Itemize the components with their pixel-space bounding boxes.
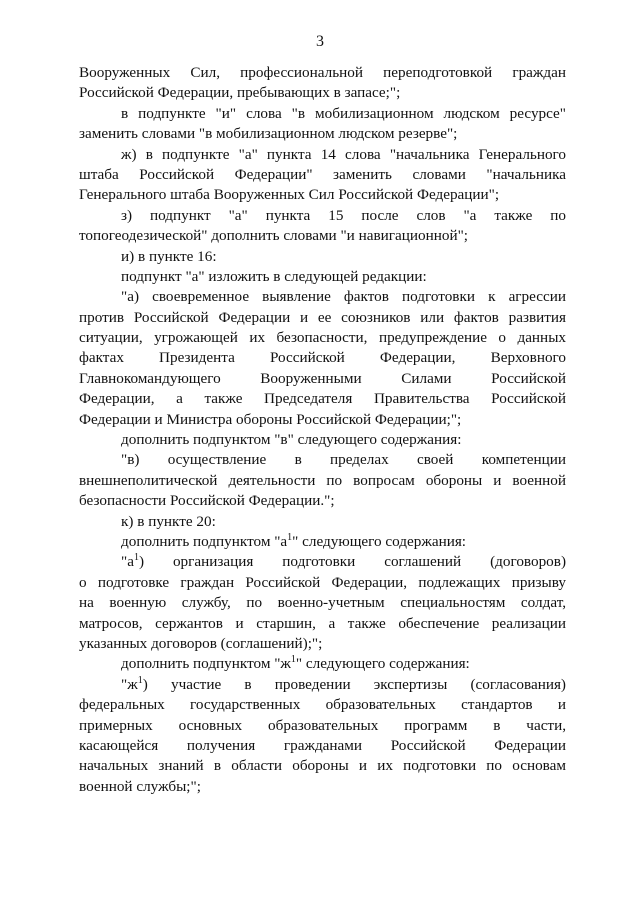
text-line — [79, 736, 566, 756]
line-text: внешнеполитической деятельности по вопросам обороны и военной — [79, 471, 566, 489]
line-text: "ж — [121, 675, 138, 693]
text-line — [79, 145, 566, 165]
text-line — [79, 532, 566, 552]
line-text: з) подпункт "а" пункта 15 после слов "а также по — [121, 206, 566, 224]
text-line — [79, 573, 566, 593]
text-line — [79, 348, 566, 368]
text-line — [79, 491, 566, 511]
line-text: дополнить подпунктом "в" следующего содержания: — [121, 431, 462, 449]
superscript: 1 — [290, 654, 296, 666]
line-text: Федерации и Министра обороны Российской Федерации;"; — [79, 410, 462, 428]
text-line — [79, 512, 566, 532]
text-line — [79, 206, 566, 226]
text-line — [79, 716, 566, 736]
text-line — [79, 247, 566, 267]
text-line — [79, 430, 566, 450]
text-line — [79, 756, 566, 776]
superscript: 1 — [287, 531, 293, 543]
text-line — [79, 777, 566, 797]
line-text: против Российской Федерации и ее союзников или фактов развития — [79, 308, 566, 326]
line-text: и) в пункте 16: — [121, 247, 217, 265]
line-text: "а — [121, 553, 134, 571]
line-text: безопасности Российской Федерации."; — [79, 492, 335, 510]
text-line — [79, 104, 566, 124]
page-number: 3 — [316, 33, 324, 50]
line-text: фактах Президента Российской Федерации, Верховного — [79, 349, 566, 367]
text-line — [79, 695, 566, 715]
line-text: ситуации, угрожающей их безопасности, предупреждение о данных — [79, 329, 566, 347]
line-text: Федерации, а также Председателя Правительства Российской — [79, 390, 566, 408]
document-body — [79, 63, 566, 797]
line-text-continued: ) участие в проведении экспертизы (согласования) — [142, 675, 566, 693]
line-text: Российской Федерации, пребывающих в запасе;"; — [79, 84, 401, 102]
text-line — [79, 450, 566, 470]
line-text: "в) осуществление в пределах своей компетенции — [121, 451, 566, 469]
superscript: 1 — [133, 552, 139, 564]
line-text: дополнить подпунктом "ж — [121, 655, 291, 673]
line-text: штаба Российской Федерации" заменить словами "начальника — [79, 165, 566, 183]
line-text: Генерального штаба Вооруженных Сил Российской Федерации"; — [79, 186, 500, 204]
line-text: ж) в подпункте "а" пункта 14 слова "начальника Генерального — [121, 145, 566, 163]
text-line — [79, 593, 566, 613]
text-line — [79, 369, 566, 389]
text-line — [79, 83, 566, 103]
text-line — [79, 675, 566, 695]
text-line — [79, 471, 566, 491]
superscript: 1 — [137, 674, 143, 686]
line-text: на военную службу, по военно-учетным специальностям солдат, — [79, 594, 566, 612]
text-line — [79, 226, 566, 246]
line-text: "а) своевременное выявление фактов подготовки к агрессии — [121, 288, 566, 306]
line-text: матросов, сержантов и старшин, а также обеспечение реализации — [79, 614, 566, 632]
line-text: примерных основных образовательных программ в части, — [79, 716, 566, 734]
line-text: начальных знаний в области обороны и их подготовки по основам — [79, 757, 566, 775]
line-text: о подготовке граждан Российской Федерации, подлежащих призыву — [79, 573, 566, 591]
text-line — [79, 287, 566, 307]
text-line — [79, 654, 566, 674]
text-line — [79, 185, 566, 205]
line-text: Главнокомандующего Вооруженными Силами Российской — [79, 369, 566, 387]
text-line — [79, 124, 566, 144]
text-line — [79, 552, 566, 572]
line-text: к) в пункте 20: — [121, 512, 216, 530]
text-line — [79, 410, 566, 430]
line-text-continued: " следующего содержания: — [295, 655, 470, 673]
text-line — [79, 389, 566, 409]
text-line — [79, 634, 566, 654]
text-line — [79, 328, 566, 348]
text-line — [79, 614, 566, 634]
text-line — [79, 165, 566, 185]
line-text: касающейся получения гражданами Российской Федерации — [79, 736, 566, 754]
line-text: заменить словами "в мобилизационном людском резерве"; — [79, 125, 458, 143]
line-text: Вооруженных Сил, профессиональной переподготовкой граждан — [79, 64, 566, 81]
line-text: федеральных государственных образовательных стандартов и — [79, 696, 566, 714]
text-line — [79, 63, 566, 83]
line-text-continued: ) организация подготовки соглашений (договоров) — [138, 553, 566, 571]
line-text: указанных договоров (соглашений);"; — [79, 634, 323, 652]
text-line — [79, 308, 566, 328]
line-text: военной службы;"; — [79, 777, 201, 795]
line-text: топогеодезической" дополнить словами "и навигационной"; — [79, 227, 468, 245]
text-line — [79, 267, 566, 287]
line-text-continued: " следующего содержания: — [292, 532, 467, 550]
line-text: в подпункте "и" слова "в мобилизационном людском ресурсе" — [121, 104, 566, 122]
line-text: дополнить подпунктом "а — [121, 532, 288, 550]
line-text: подпункт "а" изложить в следующей редакции: — [121, 267, 427, 285]
